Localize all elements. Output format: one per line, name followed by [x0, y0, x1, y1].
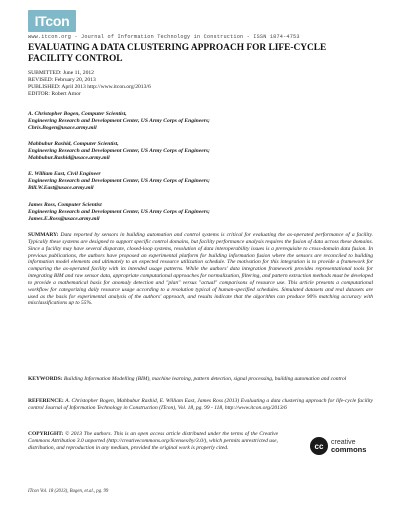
- journal-header-line: www.itcon.org - Journal of Information Technology in Construction - ISSN 1874-4753: [28, 34, 300, 40]
- author-name: Mahbubur Rashid, Computer Scientist,: [28, 141, 119, 147]
- itcon-logo: [28, 10, 76, 32]
- creative-commons-logo: [310, 436, 376, 456]
- author-name: A. Christopher Bogen, Computer Scientist,: [28, 111, 127, 117]
- published-date: PUBLISHED: April 2013 http://www.itcon.org/2013/6: [28, 84, 151, 91]
- logo-text: ITcon: [34, 13, 70, 29]
- revised-date: REVISED: February 20, 2013: [28, 77, 96, 84]
- paper-title: EVALUATING A DATA CLUSTERING APPROACH FOR LIFE-CYCLE FACILITY CONTROL: [28, 43, 327, 64]
- author-email: Chris.Bogen@usace.army.mil: [28, 124, 97, 131]
- copyright-label: COPYRIGHT:: [28, 431, 64, 437]
- reference-text: A. Christopher Bogen, Mahbubur Rashid, E. William East, James Ross (2013) Evaluating a data clustering approach for life-cycle facility control Journal of Information Technology in Construction (ITcon), Vol. 18, pg. 99 - 118, http://www.itcon.org/2013/6: [28, 398, 373, 411]
- cc-wordmark-top: creative: [331, 439, 356, 446]
- cc-wordmark-bottom: commons: [331, 445, 367, 454]
- author-block: [28, 141, 373, 162]
- author-block: [28, 111, 373, 132]
- keywords-text: Building Information Modelling (BIM), machine learning, pattern detection, signal processing, building automation and control: [63, 376, 347, 382]
- publication-meta: [28, 70, 373, 98]
- author-email: Mahbubur.Rashid@usace.army.mil: [28, 154, 110, 161]
- cc-wordmark: [331, 439, 366, 453]
- copyright-text: © 2013 The authors. This is an open access article distributed under the terms of the Creative Commons Attribution 3.0 unported (http://creativecommons.org/licenses/by/3.0/), which permits unrestricted use, distribution, and reproduction in any medium, provided the original work is properly cited.: [28, 431, 279, 451]
- author-affiliation: Engineering Research and Development Center, US Army Corps of Engineers;: [28, 177, 210, 184]
- author-block: [28, 171, 373, 192]
- keywords-label: KEYWORDS:: [28, 376, 63, 382]
- author-affiliation: Engineering Research and Development Center, US Army Corps of Engineers;: [28, 117, 210, 124]
- submitted-date: SUBMITTED: June 11, 2012: [28, 70, 94, 76]
- editor-name: EDITOR: Robert Amor: [28, 91, 81, 98]
- author-block: [28, 202, 373, 223]
- author-email: Bill.W.East@usace.army.mil: [28, 184, 94, 191]
- summary-paragraph: [28, 232, 373, 307]
- copyright-paragraph: [28, 431, 278, 452]
- reference-paragraph: [28, 398, 373, 412]
- reference-label: REFERENCE:: [28, 398, 64, 404]
- summary-label: SUMMARY:: [28, 232, 59, 238]
- keywords-paragraph: [28, 376, 373, 383]
- author-email: James.E.Ross@usace.army.mil: [28, 215, 100, 222]
- author-name: James Ross, Computer Scientist: [28, 202, 102, 208]
- page-footer: ITcon Vol. 18 (2013), Bogen, et.al., pg. 99: [28, 489, 109, 494]
- cc-icon: cc: [310, 437, 328, 455]
- author-affiliation: Engineering Research and Development Center, US Army Corps of Engineers;: [28, 147, 210, 154]
- author-name: E. William East, Civil Engineer: [28, 171, 101, 177]
- summary-text: Data reported by sensors in building automation and control systems is critical for evaluating the as-operated performance of a facility. Typically these systems are designed to support specific control domains, but facility performance analysis requires the fusion of data across these domains. Since a facility may have several disparate, closed-loop systems, resolution of data interoperability issues is a prerequisite to cross-domain data fusion. In previous publications, the authors have proposed an experimental platform for building information fusion where the sensors are reconciled to building information model elements and ultimately to an expected resource utilization schedule. The motivation for this integration is to provide a framework for comparing the as-operated facility with its intended usage patterns. While the authors' data integration framework provides representational tools for integrating BIM and raw sensor data, appropriate computational approaches for normalization, filtering, and pattern extraction methods must be developed to provide a mathematical basis for anomaly detection and "plan" versus "actual" comparisons of resource use. This article presents a computational workflow for categorizing daily resource usage according to a resolution typical of human-specified schedules. Simulated datasets and real datasets are used as the basis for experimental analysis of the authors' approach, and results indicate that the algorithm can produce 90% matching accuracy with misclassifications up to 55%.: [28, 232, 374, 307]
- author-affiliation: Engineering Research and Development Center, US Army Corps of Engineers;: [28, 208, 210, 215]
